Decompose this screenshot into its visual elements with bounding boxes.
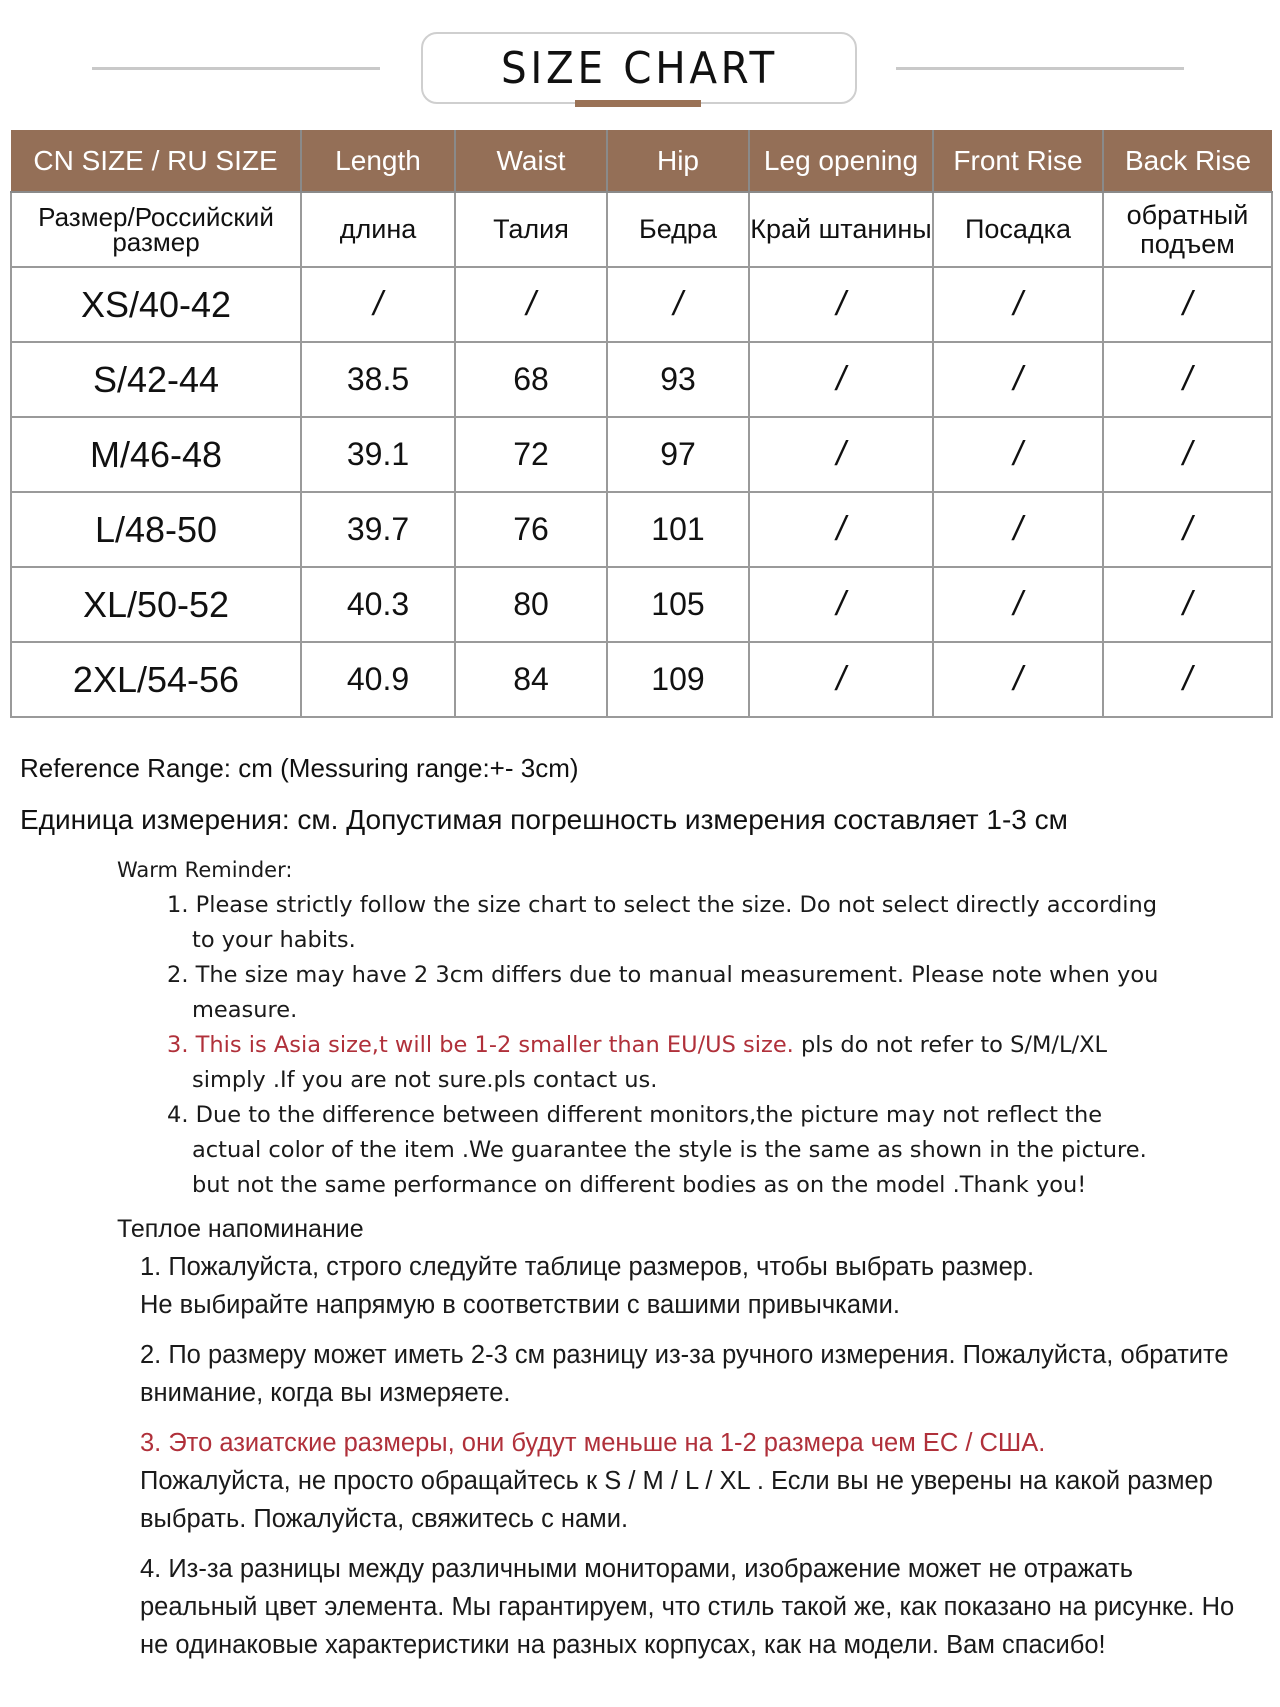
cell-leg-opening: / — [749, 267, 933, 342]
cell-size: M/46-48 — [11, 417, 301, 492]
cell-front-rise: / — [933, 492, 1103, 567]
cell-back-rise: / — [1103, 267, 1272, 342]
cell-length: 40.9 — [301, 642, 455, 717]
reminder-ru-item-1-line1: 1. Пожалуйста, строго следуйте таблице размеров, чтобы выбрать размер. — [140, 1253, 1035, 1281]
header-row-ru — [11, 192, 1272, 267]
reference-range-ru: Единица измерения: см. Допустимая погрешность измерения составляет 1-3 см — [20, 804, 1068, 835]
table-row — [11, 567, 1272, 642]
cell-back-rise: / — [1103, 492, 1272, 567]
cell-waist: 76 — [455, 492, 607, 567]
cell-size: S/42-44 — [11, 342, 301, 417]
table-row — [11, 417, 1272, 492]
cell-length: 38.5 — [301, 342, 455, 417]
cell-size: 2XL/54-56 — [11, 642, 301, 717]
cell-front-rise: / — [933, 342, 1103, 417]
reminder-ru-item-4: 4. Из-за разницы между различными мониторами, изображение может не отражать реальный цвет элемента. Мы гарантируем, что стиль такой же, как показано на рисунке. Но не одинаковые характеристики на разных корпусах, как на модели. Вам спасибо! — [140, 1555, 1235, 1659]
header-leg-opening: Leg opening — [749, 130, 933, 192]
cell-waist: 80 — [455, 567, 607, 642]
reminder-ru-item-3 — [140, 1424, 1257, 1538]
header-ru-size: Размер/Российский размер — [11, 192, 301, 267]
cell-size: L/48-50 — [11, 492, 301, 567]
cell-hip: 93 — [607, 342, 749, 417]
reminder-heading-en: Warm Reminder: — [117, 858, 293, 882]
reminder-heading-ru: Теплое напоминание — [117, 1215, 364, 1243]
cell-size: XS/40-42 — [11, 267, 301, 342]
header-hip: Hip — [607, 130, 749, 192]
table-row — [11, 492, 1272, 567]
header-row-en — [11, 130, 1272, 192]
reminder-item-3-warning: 3. This is Asia size,t will be 1-2 smaller than EU/US size. — [167, 1032, 794, 1058]
title-divider-left — [92, 67, 380, 70]
cell-waist: / — [455, 267, 607, 342]
cell-size: XL/50-52 — [11, 567, 301, 642]
title-divider-right — [896, 67, 1184, 70]
header-size: CN SIZE / RU SIZE — [11, 130, 301, 192]
title-banner — [0, 32, 1280, 106]
header-ru-hip: Бедра — [607, 192, 749, 267]
cell-front-rise: / — [933, 642, 1103, 717]
cell-hip: / — [607, 267, 749, 342]
reminder-item-1: 1. Please strictly follow the size chart to select the size. Do not select directly according to your habits. — [167, 892, 1158, 953]
page-title: SIZE CHART — [500, 42, 778, 94]
reminder-item-4: 4. Due to the difference between different monitors,the picture may not reflect the actual color of the item .We guarantee the style is the same as shown in the picture. but not the same performance on different bodies as on the model .Thank you! — [167, 1102, 1147, 1198]
reminder-item-3-text: pls do not refer to S/M/L/XL simply .If you are not sure.pls contact us. — [192, 1032, 1108, 1093]
title-box — [421, 32, 857, 104]
reminder-item-3 — [142, 1028, 1177, 1098]
reference-range-en: Reference Range: cm (Messuring range:+- 3cm) — [20, 753, 579, 783]
reminder-item-2: 2. The size may have 2 3cm differs due to manual measurement. Please note when you measure. — [167, 962, 1159, 1023]
cell-front-rise: / — [933, 417, 1103, 492]
header-ru-front-rise: Посадка — [933, 192, 1103, 267]
cell-back-rise: / — [1103, 417, 1272, 492]
reminder-ru-item-2: 2. По размеру может иметь 2-3 см разницу из-за ручного измерения. Пожалуйста, обратите внимание, когда вы измеряете. — [140, 1341, 1229, 1407]
cell-hip: 97 — [607, 417, 749, 492]
cell-back-rise: / — [1103, 342, 1272, 417]
warm-reminder-en — [117, 858, 1177, 1203]
warm-reminder-ru — [117, 1215, 1257, 1676]
reminder-ru-item-3-text: Пожалуйста, не просто обращайтесь к S / M / L / XL . Если вы не уверены на какой размер выбрать. Пожалуйста, свяжитесь с нами. — [140, 1467, 1213, 1533]
reminder-ru-item-3-warning: 3. Это азиатские размеры, они будут меньше на 1-2 размера чем ЕС / США. — [140, 1429, 1046, 1457]
table-row — [11, 642, 1272, 717]
header-ru-leg-opening: Край штанины — [749, 192, 933, 267]
cell-leg-opening: / — [749, 342, 933, 417]
header-ru-back-rise: обратный подъем — [1103, 192, 1272, 267]
cell-length: 40.3 — [301, 567, 455, 642]
header-back-rise: Back Rise — [1103, 130, 1272, 192]
title-accent-bar — [575, 100, 701, 107]
header-front-rise: Front Rise — [933, 130, 1103, 192]
header-ru-waist: Талия — [455, 192, 607, 267]
header-length: Length — [301, 130, 455, 192]
cell-back-rise: / — [1103, 567, 1272, 642]
size-chart-table — [10, 130, 1273, 718]
cell-back-rise: / — [1103, 642, 1272, 717]
cell-front-rise: / — [933, 267, 1103, 342]
reminder-ru-item-1-line2: Не выбирайте напрямую в соответствии с вашими привычками. — [140, 1291, 900, 1319]
cell-leg-opening: / — [749, 567, 933, 642]
cell-leg-opening: / — [749, 642, 933, 717]
cell-length: 39.7 — [301, 492, 455, 567]
cell-hip: 101 — [607, 492, 749, 567]
cell-length: 39.1 — [301, 417, 455, 492]
cell-hip: 109 — [607, 642, 749, 717]
header-ru-length: длина — [301, 192, 455, 267]
reminder-ru-item-1 — [140, 1248, 1257, 1324]
cell-length: / — [301, 267, 455, 342]
table-row — [11, 267, 1272, 342]
table-row — [11, 342, 1272, 417]
cell-waist: 68 — [455, 342, 607, 417]
cell-hip: 105 — [607, 567, 749, 642]
cell-waist: 84 — [455, 642, 607, 717]
cell-leg-opening: / — [749, 417, 933, 492]
cell-front-rise: / — [933, 567, 1103, 642]
cell-waist: 72 — [455, 417, 607, 492]
cell-leg-opening: / — [749, 492, 933, 567]
header-waist: Waist — [455, 130, 607, 192]
